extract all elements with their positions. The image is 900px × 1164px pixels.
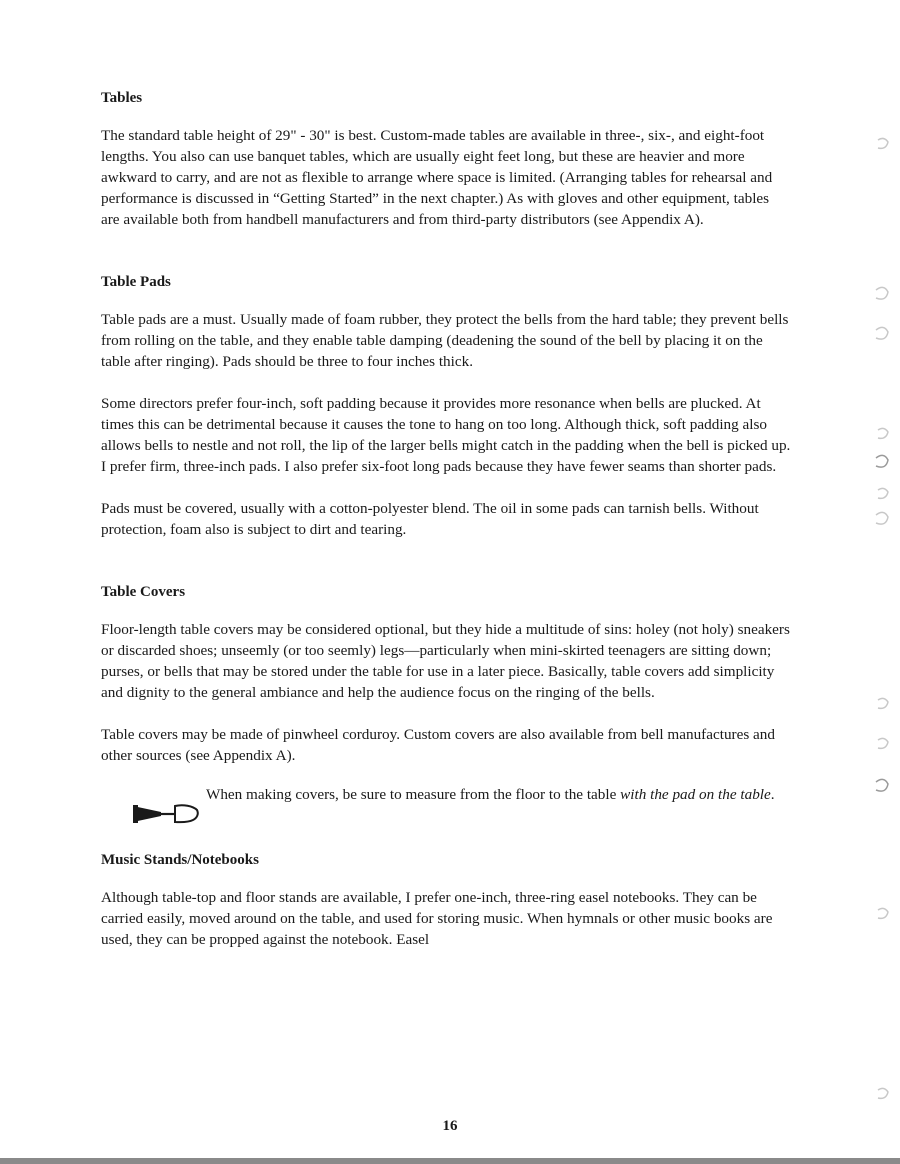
scan-bottom-edge xyxy=(0,1158,900,1164)
paragraph-table-pads-1: Table pads are a must. Usually made of foam rubber, they protect the bells from the hard table; they prevent bells from rolling on the table, and they enable table damping (deadening the sound of the bell by placing it on the table after ringing). Pads should be three to four inches thick. xyxy=(101,311,789,370)
paragraph-table-pads-3: Pads must be covered, usually with a cotton-polyester blend. The oil in some pads can tarnish bells. Without protection, foam also is subject to dirt and tearing. xyxy=(101,500,759,538)
handbell-icon xyxy=(101,784,206,826)
heading-table-pads: Table Pads xyxy=(101,274,171,290)
heading-tables: Tables xyxy=(101,90,143,106)
paragraph-tables-1: The standard table height of 29" - 30" is best. Custom-made tables are available in three-, six-, and eight-foot lengths. You also can use banquet tables, which are usually eight feet long, but these are heavier and more awkward to carry, and are not as flexible to arrange where space is limited. (Arranging tables for rehearsal and performance is discussed in “Getting Started” in the next chapter.) As with gloves and other equipment, tables are available both from handbell manufacturers and from third-party distributors (see Appendix A). xyxy=(101,127,773,228)
heading-music-stands: Music Stands/Notebooks xyxy=(101,852,259,868)
paragraph-music-stands-1: Although table-top and floor stands are available, I prefer one-inch, three-ring easel notebooks. They can be carried easily, moved around on the table, and used for storing music. When hymnals or other music books are used, they can be propped against the notebook. Easel xyxy=(101,889,773,948)
heading-table-covers: Table Covers xyxy=(101,584,186,600)
tip-note xyxy=(101,784,791,826)
scan-margin-marks xyxy=(860,0,900,1164)
paragraph-table-covers-1: Floor-length table covers may be considered optional, but they hide a multitude of sins: holey (not holy) sneakers or discarded shoes; unseemly (or too seemly) legs—particularly when mini-skirted teenagers are sitting down; purses, or bells that may be stored under the table for use in a later piece. Basically, table covers add simplicity and dignity to the general ambiance and help the audience focus on the ringing of the bells. xyxy=(101,621,790,701)
tip-note-end: . xyxy=(770,786,775,803)
tip-note-text xyxy=(206,784,791,806)
tip-note-plain: When making covers, be sure to measure from the floor to the table xyxy=(206,786,621,803)
tip-note-italic: with the pad on the table xyxy=(620,786,771,803)
page-content xyxy=(101,88,791,950)
paragraph-table-pads-2: Some directors prefer four-inch, soft padding because it provides more resonance when bells are plucked. At times this can be detrimental because it causes the tone to hang on too long. Although thick, soft padding also allows bells to nestle and not roll, the lip of the larger bells might catch in the padding when the bell is picked up. I prefer firm, three-inch pads. I also prefer six-foot long pads because they have fewer seams than shorter pads. xyxy=(101,395,791,475)
paragraph-table-covers-2: Table covers may be made of pinwheel corduroy. Custom covers are also available from bell manufactures and other sources (see Appendix A). xyxy=(101,726,775,764)
page-number: 16 xyxy=(442,1118,458,1134)
